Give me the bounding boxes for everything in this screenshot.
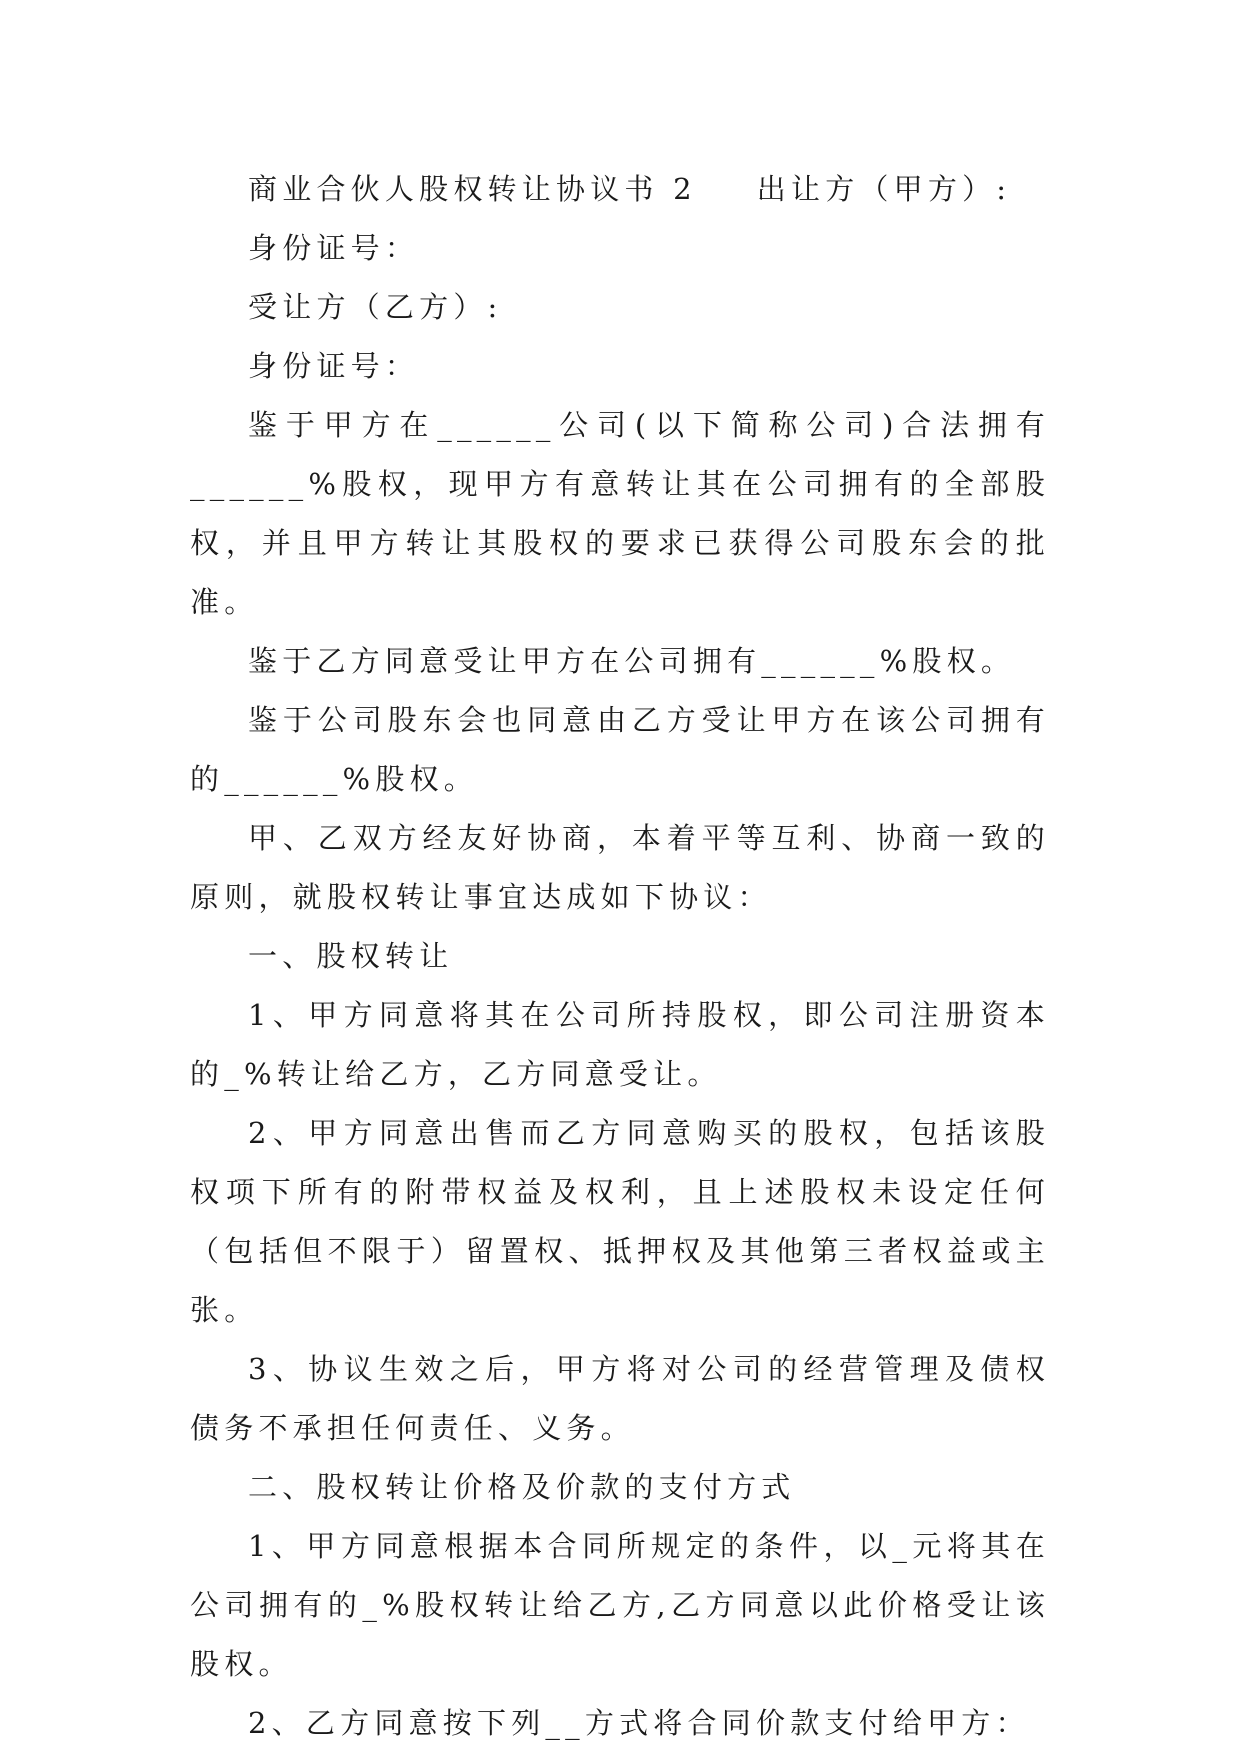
- clause-1-1: 1、甲方同意将其在公司所持股权，即公司注册资本的_%转让给乙方，乙方同意受让。: [190, 998, 1050, 1091]
- party-b-label: 受让方（乙方）:: [248, 290, 503, 324]
- id-number-b: 身份证号：: [248, 349, 420, 383]
- section-heading-1: 一、股权转让: [248, 939, 454, 973]
- recital-1: 鉴于甲方在______公司(以下简称公司)合法拥有______%股权，现甲方有意转让其在公司拥有的全部股权，并且甲方转让其股权的要求已获得公司股东会的批准。: [190, 408, 1050, 619]
- clause-1-3: 3、协议生效之后，甲方将对公司的经营管理及债权债务不承担任何责任、义务。: [190, 1352, 1050, 1445]
- section-heading-2: 二、股权转让价格及价款的支付方式: [248, 1470, 796, 1504]
- recital-2: 鉴于乙方同意受让甲方在公司拥有______%股权。: [248, 644, 1016, 678]
- clause-2-1: 1、甲方同意根据本合同所规定的条件，以_元将其在公司拥有的_%股权转让给乙方,乙方同意以此价格受让该股权。: [190, 1529, 1050, 1681]
- clause-1-2: 2、甲方同意出售而乙方同意购买的股权，包括该股权项下所有的附带权益及权利，且上述股权未设定任何（包括但不限于）留置权、抵押权及其他第三者权益或主张。: [190, 1116, 1050, 1327]
- clause-2-2: 2、乙方同意按下列__方式将合同价款支付给甲方：: [248, 1706, 1030, 1740]
- id-number-a: 身份证号：: [248, 231, 420, 265]
- party-a-label: 出让方（甲方）:: [756, 172, 1012, 206]
- recital-3: 鉴于公司股东会也同意由乙方受让甲方在该公司拥有的______%股权。: [190, 703, 1050, 796]
- document-title: 商业合伙人股权转让协议书 2: [248, 172, 697, 206]
- document-body: [190, 160, 1050, 1753]
- title-line: [190, 160, 1050, 219]
- agreement-intro: 甲、乙双方经友好协商，本着平等互利、协商一致的原则，就股权转让事宜达成如下协议：: [190, 821, 1050, 914]
